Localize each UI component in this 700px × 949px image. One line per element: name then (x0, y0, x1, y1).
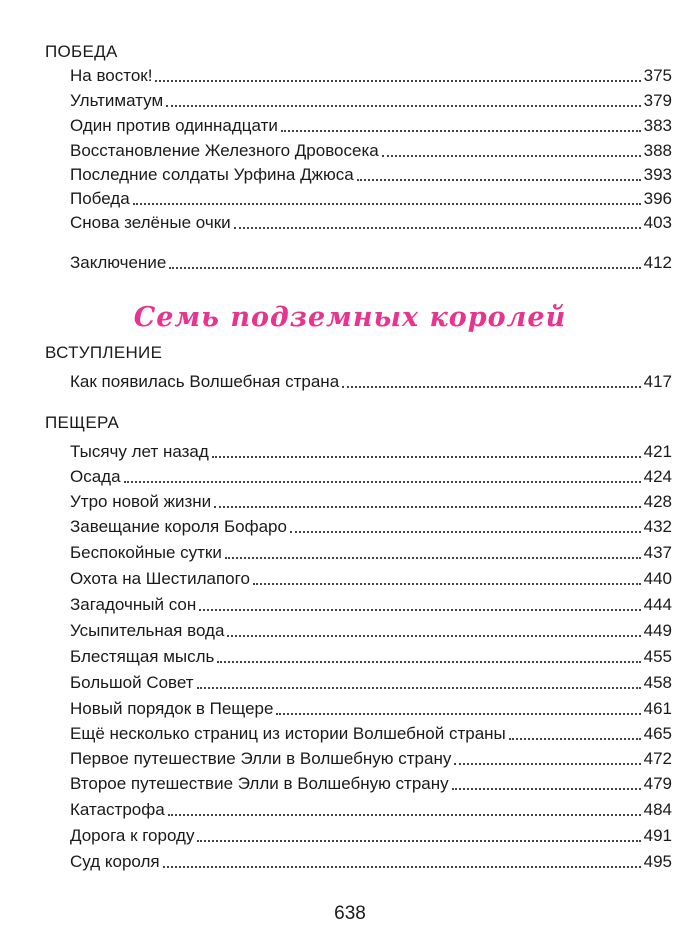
entry-page: 428 (643, 492, 672, 511)
entry-title: Осада (70, 467, 121, 486)
entry-title: Катастрофа (70, 800, 165, 819)
entry-page: 461 (643, 699, 672, 718)
entry-title: Суд короля (70, 852, 160, 871)
dot-leader (276, 713, 640, 715)
dot-leader (133, 203, 641, 205)
entry-page: 444 (643, 595, 672, 614)
dot-leader (454, 763, 640, 765)
toc-entry[interactable] (70, 799, 672, 821)
toc-entry[interactable] (70, 542, 672, 564)
section-heading: ПОБЕДА (45, 42, 118, 61)
toc-entry[interactable] (70, 723, 672, 745)
entry-title: На восток! (70, 66, 153, 85)
entry-title: Дорога к городу (70, 826, 195, 845)
entry-page: 458 (643, 673, 672, 692)
toc-entry[interactable] (70, 646, 672, 668)
toc-entry[interactable] (70, 825, 672, 847)
entry-page: 472 (643, 749, 672, 768)
toc-entry[interactable] (70, 620, 672, 642)
entry-title: Охота на Шестилапого (70, 569, 250, 588)
entry-page: 495 (643, 852, 672, 871)
entry-page: 417 (643, 372, 672, 391)
entry-title: Заключение (70, 253, 167, 272)
entry-title: Беспокойные сутки (70, 543, 222, 562)
entry-page: 375 (643, 66, 672, 85)
entry-title: Усыпительная вода (70, 621, 225, 640)
toc-entry[interactable] (70, 140, 672, 162)
toc-entry[interactable] (70, 594, 672, 616)
toc-entry[interactable] (70, 90, 672, 112)
entry-page: 383 (643, 116, 672, 135)
dot-leader (214, 506, 641, 508)
dot-leader (217, 661, 640, 663)
entry-title: Ещё несколько страниц из истории Волшебной страны (70, 724, 506, 743)
toc-entry[interactable] (70, 491, 672, 513)
toc-entry[interactable] (70, 188, 672, 210)
entry-page: 421 (643, 442, 672, 461)
dot-leader (168, 814, 641, 816)
entry-page: 455 (643, 647, 672, 666)
entry-title: Большой Совет (70, 673, 194, 692)
toc-entry[interactable] (70, 466, 672, 488)
entry-page: 379 (643, 91, 672, 110)
entry-title: Победа (70, 189, 130, 208)
toc-entry[interactable] (70, 698, 672, 720)
toc-entry[interactable] (70, 672, 672, 694)
dot-leader (290, 531, 641, 533)
entry-title: Один против одиннадцати (70, 116, 278, 135)
entry-title: Загадочный сон (70, 595, 197, 614)
entry-page: 424 (643, 467, 672, 486)
toc-entry[interactable] (70, 851, 672, 873)
toc-entry[interactable] (70, 212, 672, 234)
toc-entry[interactable] (70, 773, 672, 795)
toc-entry[interactable] (70, 115, 672, 137)
dot-leader (357, 179, 641, 181)
page-number: 638 (334, 903, 366, 924)
dot-leader (166, 105, 640, 107)
dot-leader (452, 788, 641, 790)
entry-title: Первое путешествие Элли в Волшебную страну (70, 749, 452, 768)
dot-leader (199, 609, 640, 611)
dot-leader (163, 866, 641, 868)
entry-page: 449 (643, 621, 672, 640)
dot-leader (169, 267, 640, 269)
entry-title: Блестящая мысль (70, 647, 215, 666)
toc-entry[interactable] (70, 516, 672, 538)
entry-title: Тысячу лет назад (70, 442, 209, 461)
entry-page: 479 (643, 774, 672, 793)
entry-title: Ультиматум (70, 91, 164, 110)
section-heading: ПЕЩЕРА (45, 413, 120, 432)
entry-title: Новый порядок в Пещере (70, 699, 274, 718)
entry-title: Завещание короля Бофаро (70, 517, 287, 536)
entry-page: 491 (643, 826, 672, 845)
dot-leader (342, 386, 640, 388)
toc-entry[interactable] (70, 252, 672, 274)
entry-page: 393 (643, 165, 672, 184)
entry-page: 403 (643, 213, 672, 232)
dot-leader (253, 583, 641, 585)
entry-page: 412 (643, 253, 672, 272)
entry-page: 432 (643, 517, 672, 536)
dot-leader (212, 456, 641, 458)
entry-page: 484 (643, 800, 672, 819)
entry-title: Как появилась Волшебная страна (70, 372, 340, 391)
toc-entry[interactable] (70, 441, 672, 463)
entry-page: 465 (643, 724, 672, 743)
dot-leader (234, 227, 641, 229)
section-heading: ВСТУПЛЕНИЕ (45, 343, 163, 362)
dot-leader (197, 840, 640, 842)
book-title: Семь подземных королей (133, 302, 567, 333)
toc-entry[interactable] (70, 568, 672, 590)
entry-title: Утро новой жизни (70, 492, 212, 511)
toc-entry[interactable] (70, 748, 672, 770)
dot-leader (124, 481, 641, 483)
dot-leader (509, 738, 641, 740)
dot-leader (155, 80, 640, 82)
entry-page: 388 (643, 141, 672, 160)
entry-title: Снова зелёные очки (70, 213, 231, 232)
dot-leader (281, 130, 641, 132)
dot-leader (382, 155, 641, 157)
entry-title: Восстановление Железного Дровосека (70, 141, 379, 160)
dot-leader (225, 557, 641, 559)
dot-leader (227, 635, 640, 637)
toc-entry[interactable] (70, 371, 672, 393)
entry-page: 437 (643, 543, 672, 562)
dot-leader (197, 687, 641, 689)
entry-page: 440 (643, 569, 672, 588)
toc-entry[interactable] (70, 164, 672, 186)
entry-title: Второе путешествие Элли в Волшебную страну (70, 774, 449, 793)
toc-entry[interactable] (70, 65, 672, 87)
entry-page: 396 (643, 189, 672, 208)
entry-title: Последние солдаты Урфина Джюса (70, 165, 354, 184)
